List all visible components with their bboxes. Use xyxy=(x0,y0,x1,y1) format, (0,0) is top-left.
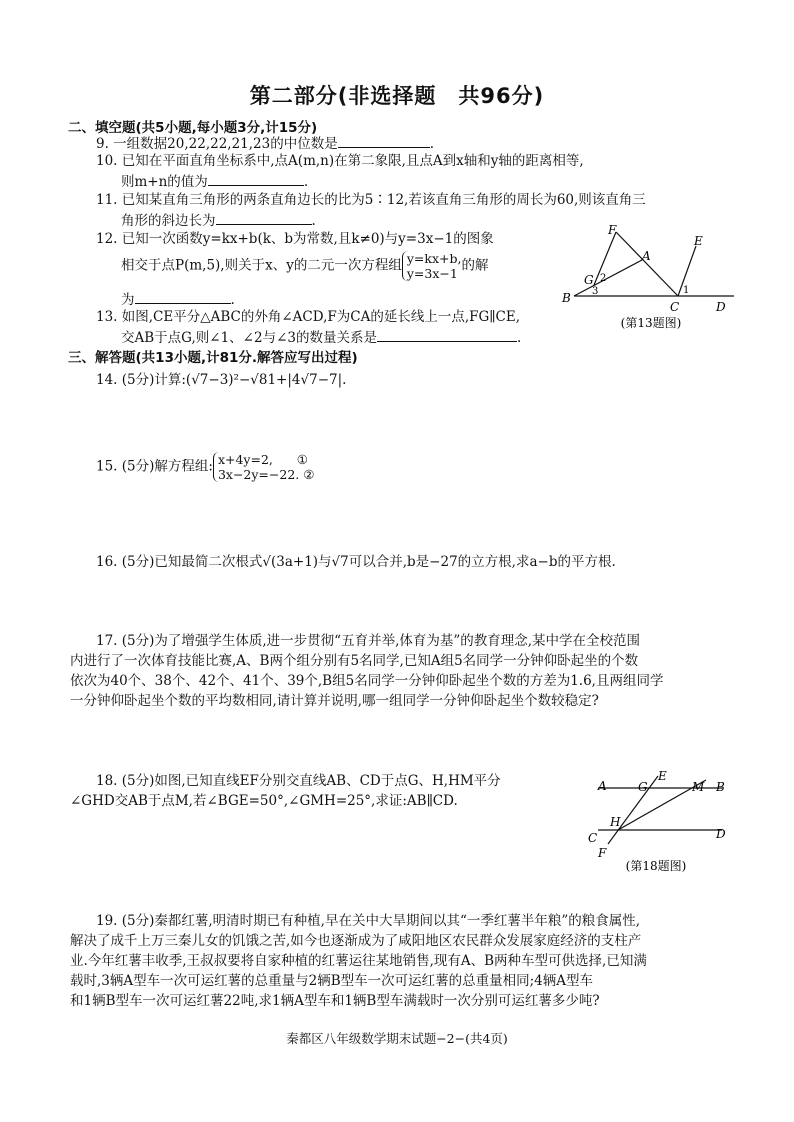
label-d: D xyxy=(716,300,726,314)
question-12-line1: 12. 已知一次函数y=kx+b(k、b为常数,且k≠0)与y=3x−1的图象 xyxy=(96,231,494,247)
question-17-line3: 依次为40个、38个、42个、41个、39个,B组5名同学一分钟仰卧起坐个数的方差为1.6,且两组同学 xyxy=(70,673,664,689)
label-c: C xyxy=(670,300,680,314)
question-19-line5: 和1辆B型车一次可运红薯22吨,求1辆A型车和1辆B型车满载时一次分别可运红薯多少吨? xyxy=(70,993,600,1009)
label-e: E xyxy=(694,234,703,248)
question-9-text: 9. 一组数据20,22,22,21,23的中位数是 xyxy=(96,136,338,152)
question-15-text: 15. (5分)解方程组: xyxy=(96,458,213,475)
equation-system xyxy=(213,452,315,482)
system-equation-2: y=3x−1 xyxy=(406,266,458,281)
question-19-line1: 19. (5分)秦都红薯,明清时期已有种植,早在关中大旱期间以其“一季红薯半年粮”的粮食属性, xyxy=(96,913,641,929)
label-f: F xyxy=(608,223,617,237)
question-17-line4: 一分钟仰卧起坐个数的平均数相同,请计算并说明,哪一组同学一分钟仰卧起坐个数较稳定? xyxy=(70,693,599,709)
equation-1: x+4y=2, xyxy=(217,452,273,467)
part-title: 第二部分(非选择题 共96分) xyxy=(249,84,545,108)
label-h: H xyxy=(610,815,621,829)
question-18-line2: ∠GHD交AB于点M,若∠BGE=50°,∠GMH=25°,求证:AB∥CD. xyxy=(70,793,458,809)
system-equation-1: y=kx+b, xyxy=(406,251,462,266)
label-b: B xyxy=(562,291,571,305)
question-13-text: 交AB于点G,则∠1、∠2与∠3的数量关系是 xyxy=(121,330,377,346)
equation-2-number: ② xyxy=(303,467,315,482)
question-19-line4: 载时,3辆A型车一次可运红薯的总重量与2辆B型车一次可运红薯的总重量相同;4辆A型车 xyxy=(70,973,594,989)
figure-18-caption: (第18题图) xyxy=(625,859,687,873)
label-g: G xyxy=(638,780,648,794)
question-11-line2: 角形的斜边长为 . xyxy=(121,210,316,230)
figure-18 xyxy=(582,768,732,880)
label-f: F xyxy=(598,846,607,860)
label-g: G xyxy=(584,273,594,287)
question-18-line1: 18. (5分)如图,已知直线EF分别交直线AB、CD于点G、H,HM平分 xyxy=(96,773,501,789)
label-angle-3: 3 xyxy=(592,286,599,297)
equation-system xyxy=(402,251,462,281)
answer-blank xyxy=(377,327,517,342)
answer-blank xyxy=(338,133,430,148)
question-12-text-tail: 的解 xyxy=(461,257,489,274)
section-fill-in-heading: 二、填空题(共5小题,每小题3分,计15分) xyxy=(68,120,318,136)
page-footer: 秦都区八年级数学期末试题−2−(共4页) xyxy=(286,1031,508,1046)
answer-blank xyxy=(135,289,231,304)
label-d: D xyxy=(716,827,726,841)
label-e: E xyxy=(658,769,667,783)
line-fc xyxy=(616,232,678,296)
label-c: C xyxy=(588,831,598,845)
question-17-line2: 内进行了一次体育技能比赛,A、B两个组分别有5名同学,已知A组5名同学一分钟仰卧起坐的个数 xyxy=(70,653,639,669)
equation-1-number: ① xyxy=(296,452,308,467)
label-a: A xyxy=(598,779,607,793)
label-a: A xyxy=(642,249,651,263)
section-solutions-heading: 三、解答题(共13小题,计81分.解答应写出过程) xyxy=(68,350,358,366)
question-19-line2: 解决了成千上万三秦儿女的饥饿之苦,如今也逐渐成为了咸阳地区农民群众发展家庭经济的支柱产 xyxy=(70,933,642,949)
question-10-line2: 则m+n的值为 . xyxy=(121,171,308,191)
equation-2: 3x−2y=−22. xyxy=(217,467,300,482)
label-angle-2: 2 xyxy=(600,273,607,284)
figure-13-caption: (第13题图) xyxy=(620,316,682,330)
question-12-line3: 为 . xyxy=(121,289,235,309)
question-19-line3: 业.今年红薯丰收季,王叔叔要将自家种植的红薯运往某地销售,现有A、B两种车型可供选择,已知满 xyxy=(70,953,647,969)
question-9: 9. 一组数据20,22,22,21,23的中位数是 . xyxy=(96,133,434,153)
question-10-line1: 10. 已知在平面直角坐标系中,点A(m,n)在第二象限,且点A到x轴和y轴的距离相等, xyxy=(96,153,584,169)
question-11-text: 角形的斜边长为 xyxy=(121,213,216,229)
label-b: B xyxy=(716,780,725,794)
answer-blank xyxy=(208,171,304,186)
figure-13 xyxy=(556,222,746,334)
question-12-answer-label: 为 xyxy=(121,292,135,308)
question-13-line2: 交AB于点G,则∠1、∠2与∠3的数量关系是 . xyxy=(121,327,521,347)
line-ef xyxy=(608,776,658,844)
label-angle-1: 1 xyxy=(683,285,690,296)
question-12-line2 xyxy=(121,251,488,281)
question-14: 14. (5分)计算:(√7−3)²−√81+|4√7−7|. xyxy=(96,372,347,388)
question-15 xyxy=(96,452,314,482)
label-m: M xyxy=(692,780,705,794)
question-10-text: 则m+n的值为 xyxy=(121,174,208,190)
question-11-line1: 11. 已知某直角三角形的两条直角边长的比为5∶12,若该直角三角形的周长为60,则该直角三 xyxy=(96,192,646,208)
question-12-text: 相交于点P(m,5),则关于x、y的二元一次方程组 xyxy=(121,257,402,274)
question-13-line1: 13. 如图,CE平分△ABC的外角∠ACD,F为CA的延长线上一点,FG∥CE, xyxy=(96,309,520,325)
answer-blank xyxy=(216,210,312,225)
question-17-line1: 17. (5分)为了增强学生体质,进一步贯彻“五育并举,体育为基”的教育理念,某中学在全校范围 xyxy=(96,633,641,649)
question-16: 16. (5分)已知最简二次根式√(3a+1)与√7可以合并,b是−27的立方根,求a−b的平方根. xyxy=(96,554,616,570)
